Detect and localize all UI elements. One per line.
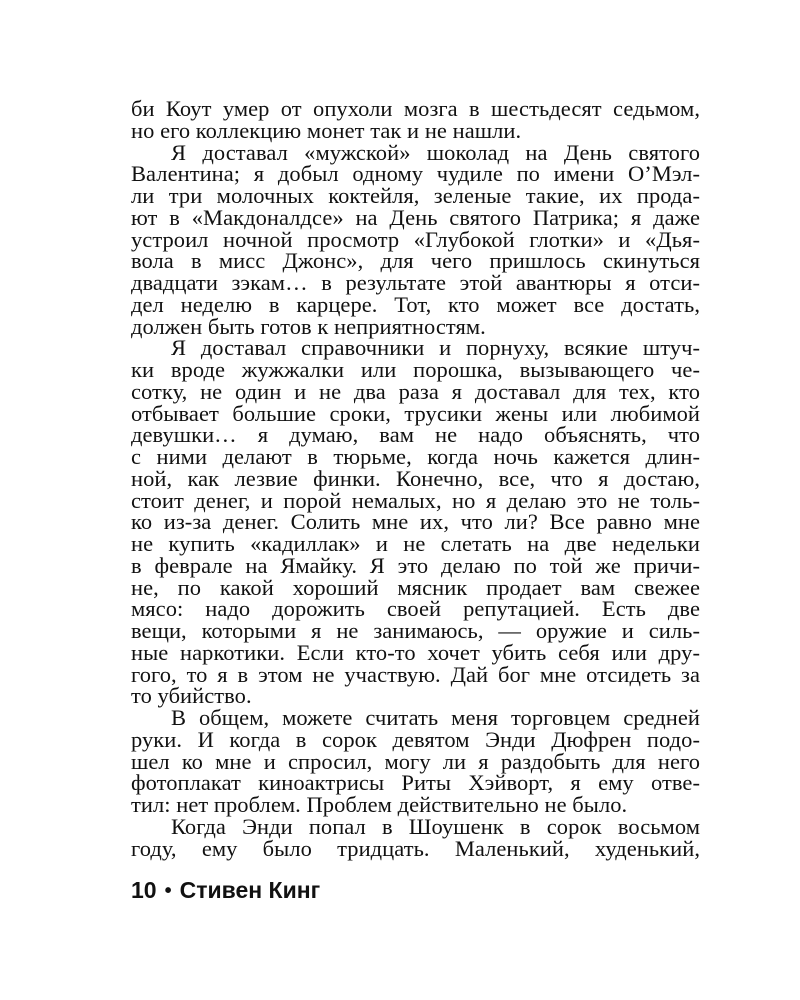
text-line: би Коут умер от опухоли мозга в шестьдесят седьмом, — [131, 96, 700, 121]
text-line: Валентина; я добыл одному чудиле по имени О’Мэл- — [131, 161, 700, 187]
body-text — [131, 98, 700, 859]
text-line: девушки… я думаю, вам не надо объяснять, что — [131, 422, 700, 448]
text-line: вола в мисс Джонс», для чего пришлось скинуться — [131, 248, 700, 274]
text-line: Я доставал «мужской» шоколад на День святого — [171, 139, 700, 165]
author-name: Стивен Кинг — [179, 877, 321, 903]
text-line: ной, как лезвие финки. Конечно, все, что я достаю, — [131, 465, 700, 491]
text-line: тил: нет проблем. Проблем действительно не было. — [131, 792, 628, 817]
text-line: отбывает большие сроки, трусики жены или любимой — [131, 400, 700, 426]
page-number: 10 — [131, 877, 157, 903]
text-line: ют в «Макдоналдсе» на День святого Патрика; я даже — [131, 204, 700, 230]
text-line: стоит денег, и порой немалых, но я делаю это не толь- — [131, 487, 700, 513]
text-line: с ними делают в тюрьме, когда ночь кажется длин- — [131, 444, 700, 469]
text-line: но его коллекцию монет так и не нашли. — [131, 117, 522, 143]
text-line: году, ему было тридцать. Маленький, худенький, — [131, 835, 700, 861]
text-line: ные наркотики. Если кто-то хочет убить себя или дру- — [131, 639, 700, 665]
text-line: вещи, которыми я не занимаюсь, — оружие и силь- — [131, 618, 700, 643]
text-line: В общем, можете считать меня торговцем средней — [171, 705, 700, 730]
text-line: ки вроде жужжалки или порошка, вызывающего че- — [131, 357, 700, 382]
text-line: руки. И когда в сорок девятом Энди Дюфрен подо- — [131, 726, 700, 752]
text-line: Я доставал справочники и порнуху, всякие штуч- — [171, 335, 700, 361]
running-footer — [131, 876, 320, 906]
text-line: то убийство. — [131, 683, 252, 709]
text-line: не купить «кадиллак» и не слетать на две недельки — [131, 531, 700, 556]
text-line: мясо: надо дорожить своей репутацией. Есть две — [131, 596, 700, 622]
text-line: не, по какой хороший мясник продает вам свежее — [131, 574, 700, 600]
text-line: должен быть готов к неприятностям. — [131, 313, 486, 339]
text-line: сотку, не один и не два раза я доставал для тех, кто — [131, 378, 700, 404]
text-line: ко из-за денег. Солить мне их, что ли? Все равно мне — [131, 509, 700, 535]
text-line: дел неделю в карцере. Тот, кто может все достать, — [131, 291, 700, 317]
text-line: Когда Энди попал в Шоушенк в сорок восьмом — [171, 813, 700, 839]
text-line: в феврале на Ямайку. Я это делаю по той же причи- — [131, 552, 700, 578]
text-line: ли три молочных коктейля, зеленые такие, их прода- — [131, 183, 700, 208]
text-line: фотоплакат киноактрисы Риты Хэйворт, я ему отве- — [131, 770, 700, 796]
text-line: гого, то я в этом не участвую. Дай бог мне отсидеть за — [131, 661, 700, 687]
text-line: шел ко мне и спросил, могу ли я раздобыть для него — [131, 748, 700, 774]
bullet-separator: • — [164, 880, 172, 902]
text-line: устроил ночной просмотр «Глубокой глотки» и «Дья- — [131, 226, 700, 252]
text-line: двадцати зэкам… в результате этой авантюры я отси- — [131, 270, 700, 295]
